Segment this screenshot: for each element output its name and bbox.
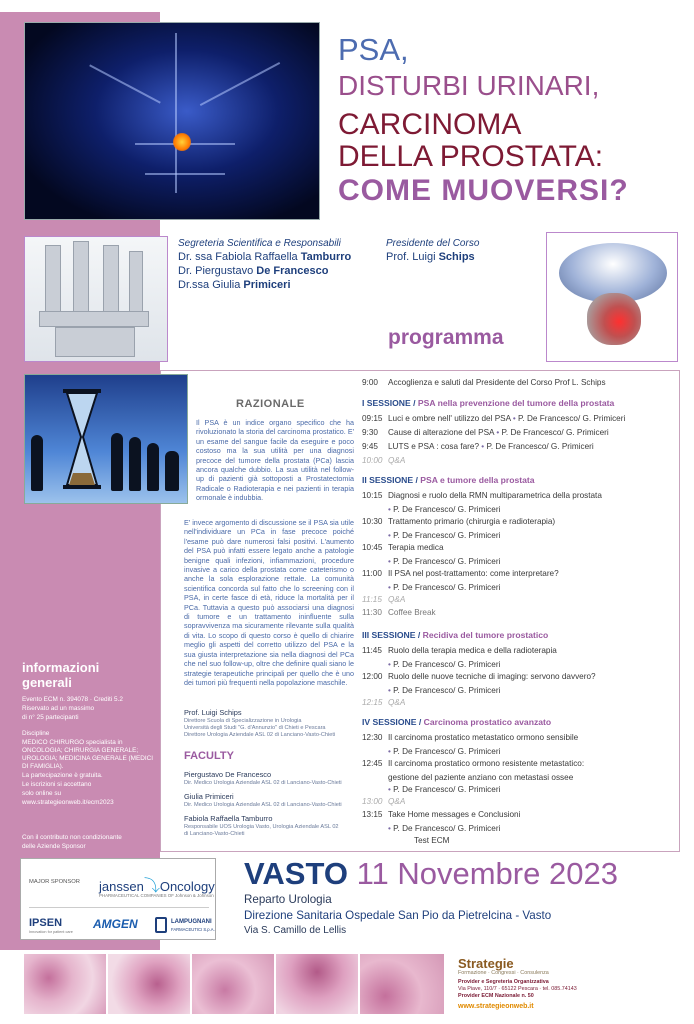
title-line-1: PSA, — [338, 32, 409, 67]
chairman-name: Prof. Luigi Schips — [184, 708, 242, 717]
title-line-2: DISTURBI URINARI, — [338, 70, 600, 101]
program-item: 12:00 Ruolo delle nuove tecniche di imaging: servono davvero? — [362, 672, 596, 681]
program-item: 9:30 Cause di alterazione del PSA • P. De Francesco/ G. Primiceri — [362, 428, 609, 437]
razionale-heading: RAZIONALE — [236, 398, 305, 410]
provider-line-1: Provider e Segreteria Organizzativa — [458, 979, 549, 985]
hero-xray-image — [24, 22, 320, 220]
title-line-4: DELLA PROSTATA: — [338, 140, 604, 173]
chairman-role-3: Direttore Urologia Aziendale ASL 02 di Lanciano-Vasto-Chieti — [184, 732, 336, 738]
provider-sub: Formazione · Congressi · Consulenza — [458, 970, 549, 976]
program-item: 12:45 Il carcinoma prostatico ormono resistente metastatico: — [362, 759, 585, 768]
event-address: Via S. Camillo de Lellis — [244, 925, 347, 936]
program-item: 13:15 Take Home messages e Conclusioni — [362, 810, 521, 819]
faculty-role-3b: di Lanciano-Vasto-Chieti — [184, 831, 245, 837]
surgical-robot-image — [24, 236, 168, 362]
histology-image-strip — [24, 954, 444, 1014]
secretariat-name-2: Dr. Piergustavo De Francesco — [178, 265, 329, 277]
session-header: I SESSIONE / PSA nella prevenzione del tumore della prostata — [362, 398, 615, 408]
faculty-member-2: Giulia Primiceri — [184, 792, 234, 801]
info-contributo-1: Con il contributo non condizionante — [22, 834, 122, 841]
event-date: VASTO 11 Novembre 2023 — [244, 856, 618, 891]
provider-logo: Strategie — [458, 956, 514, 971]
janssen-sub: PHARMACEUTICAL COMPANIES OF Johnson & Johnson — [99, 893, 214, 898]
program-speakers: • P. De Francesco/ G. Primiceri — [388, 785, 501, 794]
program-speakers: • P. De Francesco/ G. Primiceri — [388, 531, 501, 540]
provider-line-3: Provider ECM Nazionale n. 50 — [458, 993, 534, 999]
info-web-link[interactable]: www.strategieonweb.it/ecm2023 — [22, 799, 114, 806]
program-speakers: • P. De Francesco/ G. Primiceri — [388, 660, 501, 669]
ipsen-sub: Innovation for patient care — [29, 930, 73, 934]
program-item: 10:45 Terapia medica — [362, 543, 444, 552]
programma-heading: programma — [388, 326, 504, 349]
janssen-logo: janssen⤵Oncology — [99, 878, 215, 895]
razionale-text-part2: E' invece argomento di discussione se il PSA sia utile nell'individuare un PCa in fase precoce poiché l'esame può dare numerosi falsi positivi. L'aumento del PSA può infatti essere legato anche a patologie benigne quali infezioni, infiammazioni, procedure invasive a carico della prostata come cateterismo o anche la sola esplorazione rettale. La comunità scientifica concorda sul fatto che lo screening con il PSA, in certe fasce di età, riduce la mortalità per il PCa. Tuttavia a questo può associarsi una diagnosi di tumore e un trattamento ininfluente sulla sopravvivenza ma sicuramente rilevante sulla qualità di vita. Lo scopo di questo corso è quello di chiarire meglio gli aspetti del corretto utilizzo del PSA e la sua giusta interpretazione sia nella diagnosi del PCa che nel suo follow-up, oltre che definire quali siano le strategie terapeutiche principali per quello che è uno dei tumori più frequenti nella popolazione maschile. — [184, 518, 354, 687]
ipsen-logo: IPSEN — [29, 917, 63, 929]
faculty-member-3: Fabiola Raffaella Tamburro — [184, 814, 273, 823]
hourglass-icon — [25, 375, 188, 504]
program-speakers: • P. De Francesco/ G. Primiceri — [388, 505, 501, 514]
program-qa: 10:00 Q&A — [362, 456, 406, 465]
program-item: gestione del paziente anziano con metastasi ossee — [388, 773, 574, 782]
session-header: IV SESSIONE / Carcinoma prostatico avanzato — [362, 717, 552, 727]
info-iscrizioni: Le iscrizioni si accettano — [22, 781, 92, 788]
event-direzione: Direzione Sanitaria Ospedale San Pio da Pietrelcina - Vasto — [244, 909, 552, 922]
info-online: solo online su — [22, 790, 62, 797]
program-item: 09:15 Luci e ombre nell' utilizzo del PSA • P. De Francesco/ G. Primiceri — [362, 414, 626, 423]
program-item: 10:30 Trattamento primario (chirurgia e radioterapia) — [362, 517, 556, 526]
program-item: 11:30 Coffee Break — [362, 608, 436, 617]
info-contributo-2: delle Aziende Sponsor — [22, 843, 86, 850]
prostate-illustration — [546, 232, 678, 362]
info-discipline-heading: Discipline — [22, 730, 50, 737]
faculty-role-3: Responsabile UOS Urologia Vasto, Urologia Aziendale ASL 02 — [184, 824, 339, 830]
program-speakers: • P. De Francesco/ G. Primiceri — [388, 557, 501, 566]
program-speakers: • P. De Francesco/ G. Primiceri — [388, 824, 501, 833]
secretariat-name-3: Dr.ssa Giulia Primiceri — [178, 279, 291, 291]
program-item: 11:00 Il PSA nel post-trattamento: come interpretare? — [362, 569, 559, 578]
lampugnani-sub: FARMACEUTICI S.p.A. — [171, 927, 215, 932]
program-speakers: • P. De Francesco/ G. Primiceri — [388, 747, 501, 756]
sponsor-box — [20, 858, 216, 940]
chairman-role-2: Università degli Studi "G. d'Annunzio" di Chieti e Pescara — [184, 725, 326, 731]
program-item: Test ECM — [414, 836, 450, 845]
program-item: 9:45 LUTS e PSA : cosa fare? • P. De Francesco/ G. Primiceri — [362, 442, 594, 451]
program-qa: 13:00 Q&A — [362, 797, 406, 806]
program-qa: 12:15 Q&A — [362, 698, 406, 707]
lampugnani-icon — [155, 917, 167, 933]
provider-line-2: Via Piave, 110/7 · 65122 Pescara · tel. 085.74143 — [458, 986, 577, 992]
razionale-text-part1: Il PSA è un indice organo specifico che ha rivoluzionato la storia del carcinoma prostatico. E' un esame del sangue facile da eseguire e poco costoso ma la sua utilità per una diagnosi precoce del tumore della prostata (PCa) lascia ancora qualche dubbio. La sua utilità nel follow-up di pazienti già sottoposti a Prostatectomia Radicale o Radioterapia e nei pazienti in terapia ormonale è indubbia. — [196, 418, 354, 503]
faculty-member-1: Piergustavo De Francesco — [184, 770, 272, 779]
info-partecipanti: di n° 25 partecipanti — [22, 714, 79, 721]
info-gratuita: La partecipazione è gratuita. — [22, 772, 103, 779]
session-header: III SESSIONE / Recidiva del tumore prostatico — [362, 630, 549, 640]
faculty-role-1: Dir. Medico Urologia Aziendale ASL 02 di Lanciano-Vasto-Chieti — [184, 780, 342, 786]
program-item: 11:45 Ruolo della terapia medica e della radioterapia — [362, 646, 557, 655]
sponsor-divider — [29, 907, 209, 908]
president-heading: Presidente del Corso — [386, 238, 480, 249]
chairman-role-1: Direttore Scuola di Specializzazione in Urologia — [184, 718, 302, 724]
major-sponsor-label: MAJOR SPONSOR — [29, 879, 80, 885]
info-discipline: MEDICO CHIRURGO specialista in ONCOLOGIA; CHIRURGIA GENERALE; UROLOGIA; MEDICINA GENERALE (MEDICI DI FAMIGLIA). — [22, 739, 154, 770]
provider-web-link[interactable]: www.strategieonweb.it — [458, 1003, 534, 1010]
program-item: 10:15 Diagnosi e ruolo della RMN multiparametrica della prostata — [362, 491, 602, 500]
program-qa: 11:15 Q&A — [362, 595, 406, 604]
hourglass-aging-image — [24, 374, 188, 504]
title-line-5: COME MUOVERSI? — [338, 174, 629, 207]
program-speakers: • P. De Francesco/ G. Primiceri — [388, 686, 501, 695]
amgen-logo: AMGEN — [93, 917, 138, 931]
info-heading: informazioni generali — [22, 660, 100, 690]
title-line-3: CARCINOMA — [338, 108, 522, 141]
session-header: II SESSIONE / PSA e tumore della prostata — [362, 475, 535, 485]
faculty-heading: FACULTY — [184, 750, 234, 762]
lampugnani-logo: LAMPUGNANI — [171, 919, 212, 925]
info-ecm: Evento ECM n. 394078 · Crediti 5.2 — [22, 696, 123, 703]
secretariat-heading: Segreteria Scientifica e Responsabili — [178, 238, 341, 249]
event-dept: Reparto Urologia — [244, 893, 332, 906]
faculty-role-2: Dir. Medico Urologia Aziendale ASL 02 di Lanciano-Vasto-Chieti — [184, 802, 342, 808]
program-speakers: • P. De Francesco/ G. Primiceri — [388, 583, 501, 592]
program-item: 9:00 Accoglienza e saluti dal Presidente del Corso Prof L. Schips — [362, 378, 606, 387]
secretariat-name-1: Dr. ssa Fabiola Raffaella Tamburro — [178, 251, 352, 263]
info-riservato: Riservato ad un massimo — [22, 705, 95, 712]
president-name: Prof. Luigi Schips — [386, 251, 475, 263]
program-item: 12:30 Il carcinoma prostatico metastatico ormono sensibile — [362, 733, 579, 742]
